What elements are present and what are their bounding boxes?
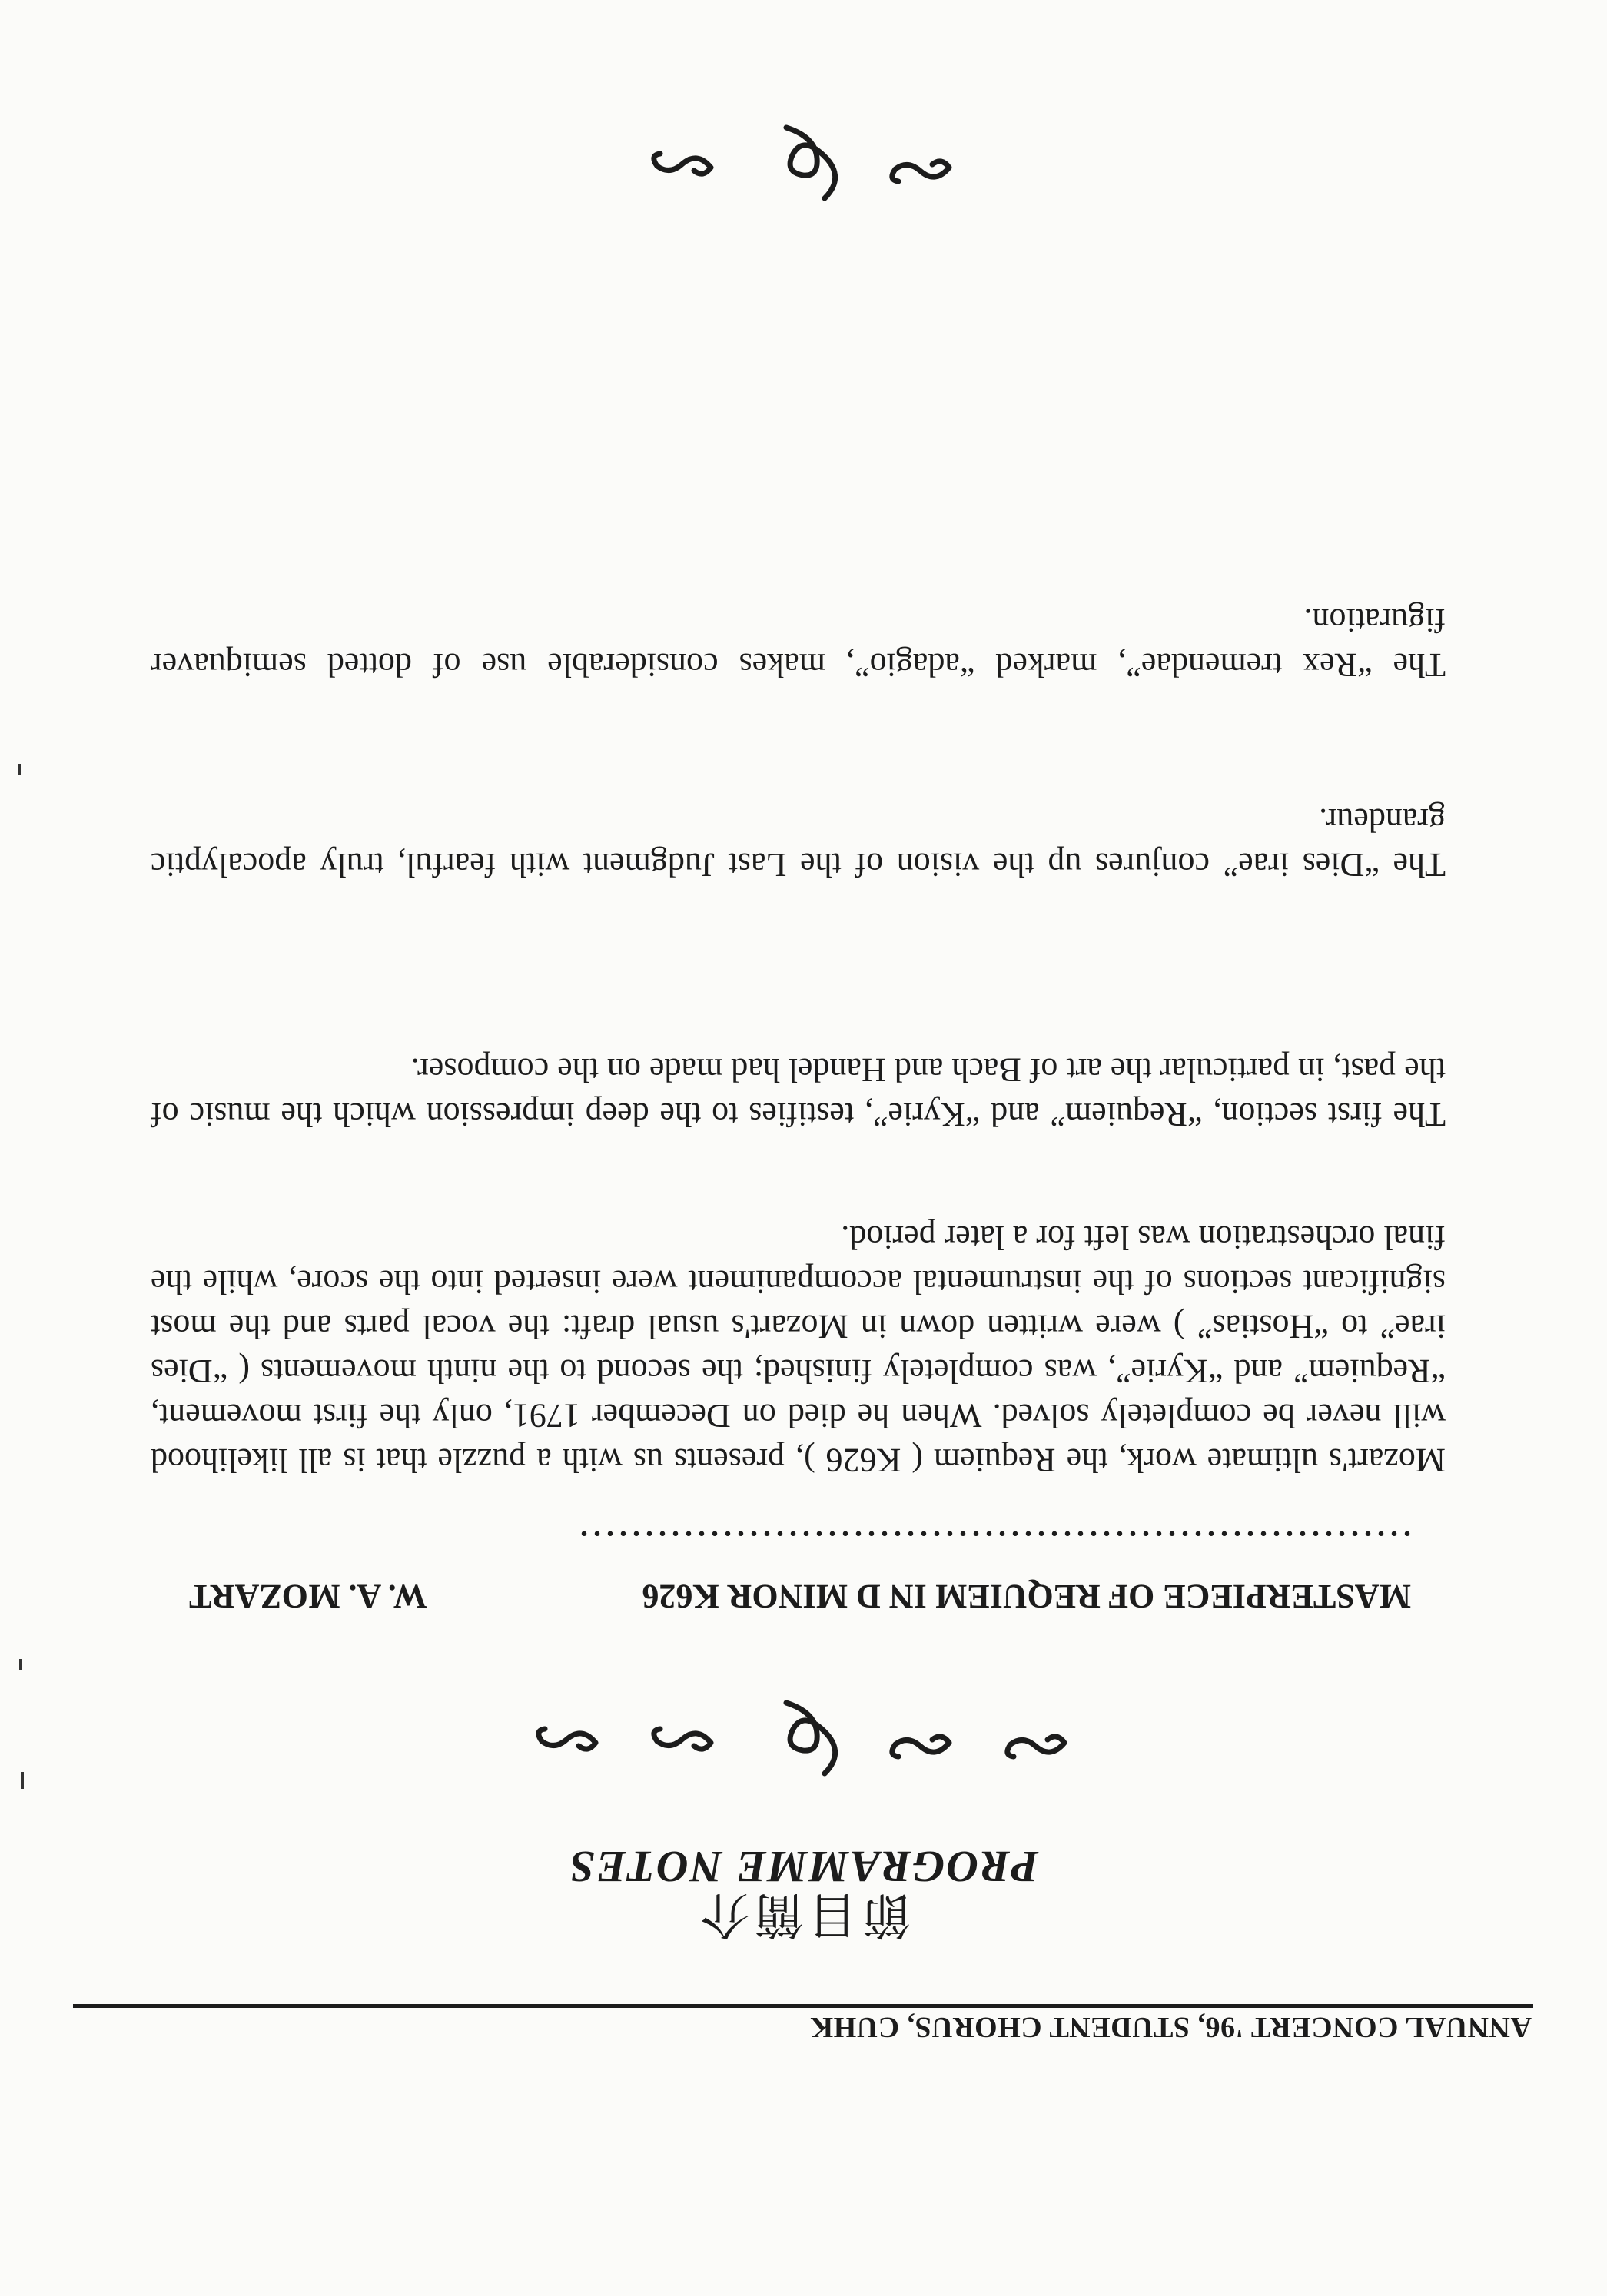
paragraph-dies-irae: The “Dies irae” conjures up the vision of the Last Judgment with fearful, truly apocalyptic grandeur. xyxy=(151,801,1446,884)
page-title: PROGRAMME NOTES xyxy=(568,1842,1039,1892)
dotted-divider: ................................................................ xyxy=(575,1525,1411,1559)
scan-speck xyxy=(21,1772,24,1789)
piece-title: MASTERPIECE OF REQUIEM IN D MINOR K626 xyxy=(642,1578,1411,1615)
paragraph-requiem-kyrie: The first section, “Requiem” and “Kyrie”, testifies to the deep impression which the music of the past, in particular the art of Bach and Handel had made on the composer. xyxy=(151,1051,1446,1133)
title-chinese: 節目簡介 xyxy=(696,1886,911,1943)
header-rule xyxy=(73,2004,1533,2008)
composer-name: W. A. MOZART xyxy=(189,1578,427,1615)
paragraph-intro: Mozart's ultimate work, the Requiem ( K626 ), presents us with a puzzle that is all likelihood will never be completely solved. When he died on December 1791, only the first movement, “Requiem” and “Kyrie”, was completely finished; the second to the ninth movements ( “Dies irae” to “Hostias” ) were written down in Mozart's usual draft: the vocal parts and the most significant sections of the instrumental accompaniment were inserted into the score, while the final orchestration was left for a later period. xyxy=(151,1219,1446,1479)
scan-speck xyxy=(19,1659,22,1670)
paragraph-rex-tremendae: The “Rex tremendae”, marked “adagio”, makes considerable use of dotted semiquaver figuration. xyxy=(151,602,1446,684)
ornament-divider-top xyxy=(0,1689,1607,1789)
scan-speck xyxy=(18,764,21,775)
ornament-divider-bottom xyxy=(0,114,1607,214)
running-header: ANNUAL CONCERT '96, STUDENT CHORUS, CUHK xyxy=(810,2011,1532,2043)
scroll-ornament-icon xyxy=(627,114,981,214)
scroll-ornament-icon xyxy=(512,1689,1096,1789)
piece-heading xyxy=(189,1577,1411,1616)
